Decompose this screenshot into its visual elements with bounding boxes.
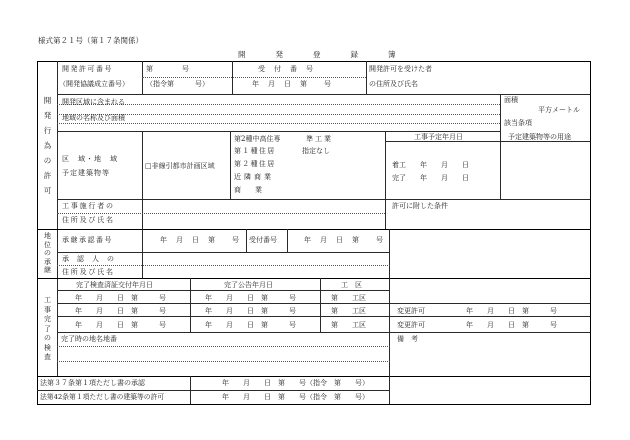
change-permit-label-1: 変更許可 bbox=[397, 307, 425, 315]
succession-approval-value[interactable]: 年 月 日 第 号 bbox=[160, 236, 240, 244]
permittee-label: 開発許可を受けた者 bbox=[369, 65, 432, 73]
zone-type-right-1: 準工業 bbox=[306, 135, 333, 143]
district-value-3[interactable]: 第 工区 bbox=[331, 321, 366, 329]
change-permit-value-1[interactable]: 年 月 日 第 号 bbox=[466, 307, 557, 315]
art42-value[interactable]: 年 月 日 第 号（指令 第 号） bbox=[222, 393, 369, 401]
section-permit-label: 開発行為の許可 bbox=[43, 96, 52, 195]
change-permit-label-2: 変更許可 bbox=[397, 321, 425, 329]
completion-notice-date-2[interactable]: 年 月 日 第 号 bbox=[205, 307, 296, 315]
planned-use-label: 予定建築物等の用途 bbox=[508, 133, 571, 141]
construction-start[interactable]: 着工 年 月 日 bbox=[392, 161, 469, 169]
successor-label-line2: 住所及び氏名 bbox=[62, 268, 115, 276]
district-value-1[interactable]: 第 工区 bbox=[331, 294, 366, 302]
zone-type-right-2: 指定なし bbox=[302, 147, 330, 155]
section-succession-label: 地位の承継 bbox=[44, 232, 51, 275]
completion-notice-date-3[interactable]: 年 月 日 第 号 bbox=[205, 321, 296, 329]
completion-notice-date-1[interactable]: 年 月 日 第 号 bbox=[205, 294, 296, 302]
construction-finish[interactable]: 完了 年 月 日 bbox=[392, 174, 469, 182]
completion-notice-label: 完了公告年月日 bbox=[224, 281, 273, 289]
zone-type-4: 近隣商業 bbox=[234, 173, 274, 181]
area-label-line2: 地域の名称及び面積 bbox=[62, 114, 125, 122]
receipt-number-value[interactable]: 年 月 日 第 号 bbox=[252, 80, 332, 88]
change-permit-value-2[interactable]: 年 月 日 第 号 bbox=[466, 321, 557, 329]
art42-label: 法第42条第１項ただし書の建築等の許可 bbox=[40, 393, 165, 401]
permit-number-label: 開発許可番号 bbox=[62, 65, 113, 73]
area-header: 面積 bbox=[504, 96, 518, 104]
zone-type-1: 第2種中高住専 bbox=[234, 135, 281, 143]
completion-cert-label: 完了検査済証交付年月日 bbox=[76, 281, 153, 289]
zone-type-2: 第１種住居 bbox=[234, 147, 276, 155]
art37-label: 法第３７条第１項ただし書の承認 bbox=[40, 379, 145, 387]
construction-schedule-label: 工事予定年月日 bbox=[414, 133, 463, 141]
permittee-sublabel: の住所及び氏名 bbox=[369, 80, 418, 88]
zone-label-line2: 予定建築物等 bbox=[62, 169, 110, 177]
remarks-label: 備 考 bbox=[397, 335, 418, 343]
successor-label-line1: 承 認 人 の bbox=[62, 255, 115, 263]
zone-type-5: 商 業 bbox=[234, 186, 262, 194]
succession-receipt-label: 受付番号 bbox=[249, 236, 277, 244]
zone-label-line1: 区 域・地 域 bbox=[62, 155, 118, 163]
applicable-items-label: 該当条項 bbox=[504, 119, 532, 127]
zone-type-3: 第２種住居 bbox=[234, 160, 276, 168]
form-label: 様式第２１号（第１７条関係） bbox=[38, 36, 143, 45]
non-urban-checkbox[interactable]: □非線引都市計画区域 bbox=[145, 162, 215, 170]
page-title: 開 発 登 録 簿 bbox=[238, 50, 396, 59]
completion-cert-date-1[interactable]: 年 月 日 第 号 bbox=[75, 294, 166, 302]
area-unit: 平方メートル bbox=[538, 106, 580, 114]
completion-cert-date-2[interactable]: 年 月 日 第 号 bbox=[75, 307, 166, 315]
receipt-number-label: 受 付 番 号 bbox=[258, 65, 314, 73]
succession-receipt-value[interactable]: 年 月 日 第 号 bbox=[304, 236, 384, 244]
completion-place-label: 完了時の地名地番 bbox=[61, 335, 117, 343]
succession-approval-label: 承継承認番号 bbox=[62, 236, 113, 244]
contractor-label-line2: 住所及び氏名 bbox=[62, 216, 115, 224]
art37-value[interactable]: 年 月 日 第 号（指令 第 号） bbox=[222, 379, 369, 387]
district-header: 工 区 bbox=[341, 281, 362, 289]
completion-cert-date-3[interactable]: 年 月 日 第 号 bbox=[75, 321, 166, 329]
district-value-2[interactable]: 第 工区 bbox=[331, 307, 366, 315]
section-completion-label: 工事完了の検査 bbox=[44, 296, 51, 361]
permit-number-value-sub[interactable]: （指令第 号） bbox=[146, 80, 209, 88]
area-label-line1: 開発区域に含まれる bbox=[62, 98, 125, 106]
conditions-label: 許可に附した条件 bbox=[392, 202, 448, 210]
contractor-label-line1: 工事施行者の bbox=[62, 202, 115, 210]
permit-number-value[interactable]: 第 号 bbox=[146, 65, 191, 73]
permit-number-sublabel: （開発協議成立番号） bbox=[59, 80, 129, 88]
